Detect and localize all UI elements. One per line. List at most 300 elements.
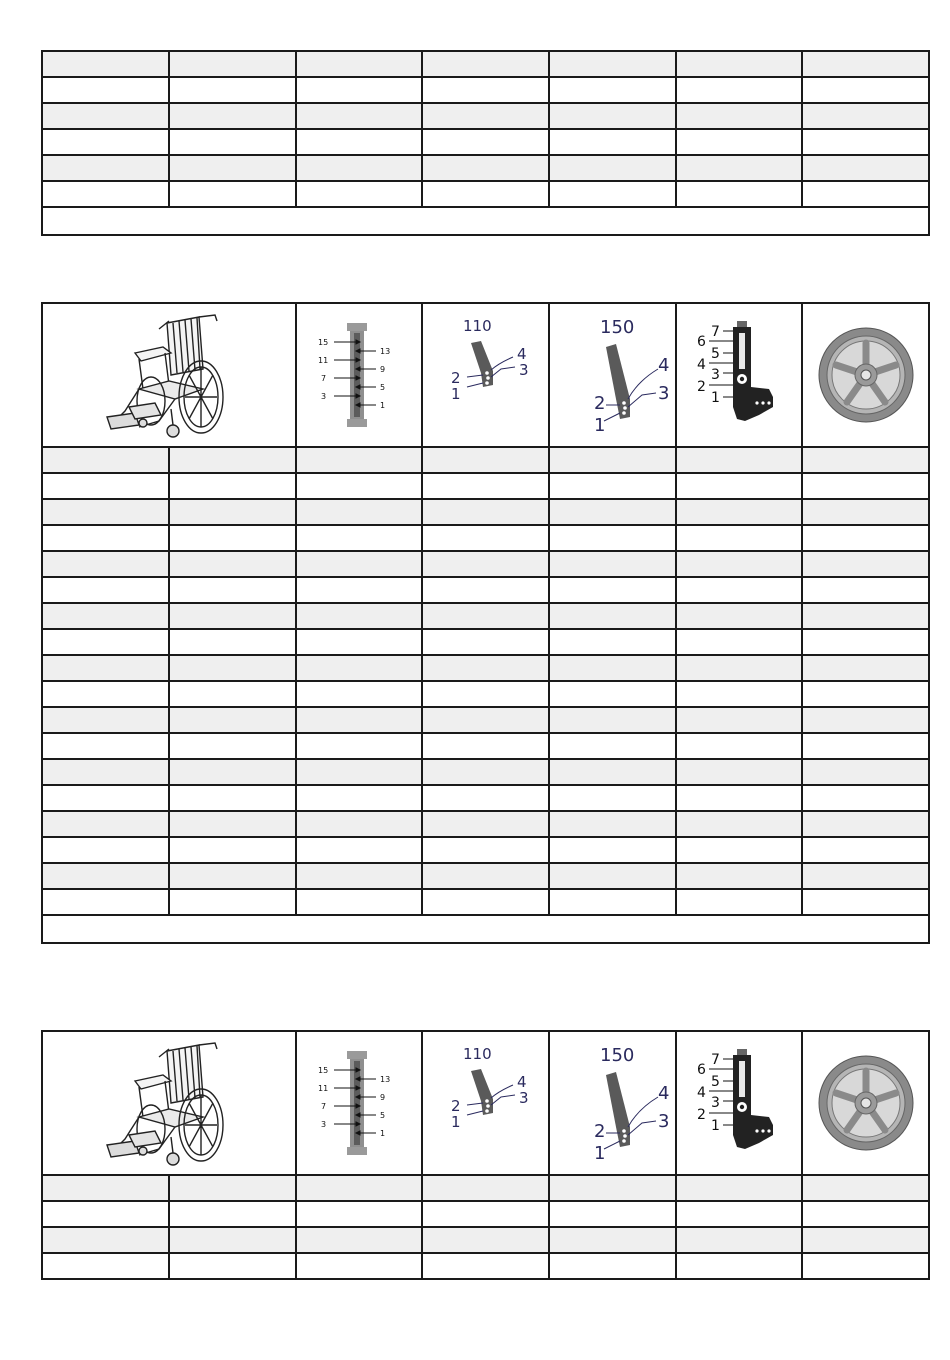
- table-cell: [296, 1253, 422, 1279]
- table-cell: [169, 499, 296, 525]
- table-cell: [549, 629, 676, 655]
- table-cell: [549, 77, 676, 103]
- table-cell: [549, 837, 676, 863]
- table-cell: [676, 1253, 802, 1279]
- table-cell: [549, 681, 676, 707]
- table-cell: [802, 733, 929, 759]
- svg-text:4: 4: [516, 345, 527, 363]
- table-cell: [296, 707, 422, 733]
- svg-text:11: 11: [318, 1084, 329, 1093]
- table-cell: [42, 525, 169, 551]
- svg-text:2: 2: [450, 1097, 461, 1115]
- caster-fork-cell: [676, 303, 802, 447]
- table-cell: [549, 551, 676, 577]
- table-cell: [42, 707, 169, 733]
- table-cell: [676, 155, 802, 181]
- table-cell: [802, 655, 929, 681]
- table-cell: [422, 129, 549, 155]
- table-row: [42, 551, 929, 577]
- table-cell: [549, 1201, 676, 1227]
- notes-cell: [42, 207, 929, 235]
- table-cell: [296, 551, 422, 577]
- table-cell: [42, 1175, 169, 1201]
- table-cell: [676, 51, 802, 77]
- table-cell: [549, 129, 676, 155]
- svg-text:5: 5: [711, 1074, 720, 1090]
- table-cell: [42, 863, 169, 889]
- table-cell: [802, 837, 929, 863]
- table-cell: [169, 811, 296, 837]
- table-cell: [169, 181, 296, 207]
- table-cell: [169, 525, 296, 551]
- svg-text:6: 6: [697, 334, 706, 350]
- table-row: [42, 77, 929, 103]
- table-cell: [549, 155, 676, 181]
- table-cell: [676, 447, 802, 473]
- table-cell: [422, 447, 549, 473]
- table-cell: [169, 863, 296, 889]
- table-cell: [422, 681, 549, 707]
- bracket-110-cell: [422, 1031, 549, 1175]
- table-cell: [676, 863, 802, 889]
- table-cell: [42, 1253, 169, 1279]
- svg-text:3: 3: [518, 361, 529, 379]
- table-cell: [676, 811, 802, 837]
- table-row: [42, 1253, 929, 1279]
- table-cell: [42, 629, 169, 655]
- svg-text:1: 1: [593, 415, 605, 436]
- table-cell: [422, 103, 549, 129]
- illustration-row: [42, 303, 929, 447]
- table-cell: [42, 1227, 169, 1253]
- svg-text:2: 2: [593, 393, 605, 414]
- table-cell: [549, 707, 676, 733]
- wheel-cell: [802, 303, 929, 447]
- table-cell: [296, 603, 422, 629]
- svg-text:7: 7: [711, 324, 720, 340]
- table-cell: [422, 473, 549, 499]
- table-cell: [676, 759, 802, 785]
- table-cell: [422, 77, 549, 103]
- table-cell: [42, 681, 169, 707]
- svg-text:3: 3: [711, 367, 720, 383]
- table-row: [42, 1201, 929, 1227]
- caster-fork-icon: [689, 1039, 789, 1167]
- table-cell: [676, 655, 802, 681]
- table-row: [42, 577, 929, 603]
- svg-text:11: 11: [318, 356, 329, 365]
- svg-text:3: 3: [321, 392, 327, 401]
- svg-text:9: 9: [380, 1093, 386, 1102]
- table-row: [42, 707, 929, 733]
- table-cell: [549, 811, 676, 837]
- svg-text:1: 1: [380, 401, 386, 410]
- table-cell: [676, 785, 802, 811]
- table-row: [42, 863, 929, 889]
- table-cell: [676, 681, 802, 707]
- table-cell: [802, 51, 929, 77]
- table-cell: [296, 837, 422, 863]
- table-cell: [422, 499, 549, 525]
- bracket-110-icon: [431, 1035, 541, 1171]
- table-cell: [169, 759, 296, 785]
- table-cell: [422, 181, 549, 207]
- svg-text:7: 7: [321, 1102, 327, 1111]
- table-cell: [676, 603, 802, 629]
- table-cell: [422, 785, 549, 811]
- svg-text:150: 150: [599, 317, 634, 338]
- table-cell: [549, 1227, 676, 1253]
- table-cell: [802, 889, 929, 915]
- table-cell: [422, 733, 549, 759]
- table-cell: [802, 499, 929, 525]
- svg-text:1: 1: [711, 1118, 720, 1134]
- table-cell: [296, 785, 422, 811]
- table-cell: [296, 473, 422, 499]
- svg-text:7: 7: [321, 374, 327, 383]
- notes-row: [42, 915, 929, 943]
- svg-text:2: 2: [450, 369, 461, 387]
- table-cell: [42, 577, 169, 603]
- table-cell: [549, 525, 676, 551]
- table-row: [42, 51, 929, 77]
- table-cell: [802, 785, 929, 811]
- wheelchair-cell: [42, 303, 296, 447]
- table-cell: [169, 551, 296, 577]
- table-row: [42, 499, 929, 525]
- svg-text:1: 1: [450, 1113, 461, 1131]
- table-cell: [422, 1201, 549, 1227]
- svg-text:3: 3: [657, 383, 669, 404]
- table-row: [42, 525, 929, 551]
- table-cell: [802, 473, 929, 499]
- table-cell: [549, 51, 676, 77]
- seat-height-scale-icon: [314, 319, 404, 431]
- table-cell: [802, 681, 929, 707]
- table-cell: [42, 811, 169, 837]
- table-cell: [169, 155, 296, 181]
- svg-text:3: 3: [711, 1095, 720, 1111]
- table-cell: [296, 1175, 422, 1201]
- table-cell: [802, 603, 929, 629]
- table-cell: [169, 447, 296, 473]
- table-cell: [422, 1175, 549, 1201]
- caster-fork-cell: [676, 1031, 802, 1175]
- table-cell: [296, 577, 422, 603]
- table-cell: [549, 577, 676, 603]
- svg-text:110: 110: [462, 317, 492, 335]
- table-cell: [296, 103, 422, 129]
- table-cell: [169, 129, 296, 155]
- table-cell: [296, 629, 422, 655]
- table-row: [42, 473, 929, 499]
- table-cell: [676, 473, 802, 499]
- table-cell: [802, 707, 929, 733]
- table-cell: [802, 77, 929, 103]
- svg-text:110: 110: [462, 1045, 492, 1063]
- table-cell: [676, 499, 802, 525]
- table-cell: [676, 1201, 802, 1227]
- svg-text:1: 1: [380, 1129, 386, 1138]
- caster-fork-icon: [689, 311, 789, 439]
- table-cell: [422, 51, 549, 77]
- table-cell: [296, 733, 422, 759]
- table-cell: [169, 577, 296, 603]
- table-cell: [676, 889, 802, 915]
- table-row: [42, 655, 929, 681]
- table-cell: [549, 1175, 676, 1201]
- table-cell: [296, 77, 422, 103]
- svg-text:3: 3: [518, 1089, 529, 1107]
- table-cell: [802, 181, 929, 207]
- table-cell: [802, 1175, 929, 1201]
- table-cell: [802, 863, 929, 889]
- table-cell: [549, 447, 676, 473]
- table-cell: [169, 1175, 296, 1201]
- wheelchair-icon: [99, 1037, 239, 1169]
- table-cell: [676, 103, 802, 129]
- table-row: [42, 103, 929, 129]
- table-cell: [676, 837, 802, 863]
- table-cell: [422, 759, 549, 785]
- svg-text:1: 1: [450, 385, 461, 403]
- table-cell: [676, 525, 802, 551]
- table-cell: [802, 447, 929, 473]
- svg-text:150: 150: [599, 1045, 634, 1066]
- svg-text:3: 3: [657, 1111, 669, 1132]
- table-row: [42, 181, 929, 207]
- table-cell: [169, 103, 296, 129]
- svg-text:15: 15: [318, 1066, 329, 1075]
- table-cell: [802, 155, 929, 181]
- table-cell: [169, 837, 296, 863]
- svg-text:5: 5: [380, 1111, 386, 1120]
- table-cell: [676, 733, 802, 759]
- table-cell: [422, 551, 549, 577]
- svg-text:2: 2: [593, 1121, 605, 1142]
- table-cell: [549, 473, 676, 499]
- table-cell: [549, 603, 676, 629]
- table-cell: [296, 681, 422, 707]
- table-cell: [422, 707, 549, 733]
- wheel-icon: [816, 1053, 916, 1153]
- bracket-150-icon: [558, 307, 668, 443]
- table-cell: [296, 181, 422, 207]
- table-cell: [422, 577, 549, 603]
- table-cell: [42, 785, 169, 811]
- wheelchair-icon: [99, 309, 239, 441]
- table-cell: [802, 629, 929, 655]
- seat-height-scale-icon: [314, 1047, 404, 1159]
- wheel-icon: [816, 325, 916, 425]
- svg-text:4: 4: [516, 1073, 527, 1091]
- table-cell: [42, 889, 169, 915]
- svg-text:6: 6: [697, 1062, 706, 1078]
- notes-row: [42, 207, 929, 235]
- table-cell: [549, 759, 676, 785]
- table-cell: [42, 77, 169, 103]
- table-row: [42, 603, 929, 629]
- table-cell: [676, 707, 802, 733]
- table-cell: [42, 473, 169, 499]
- table-cell: [549, 1253, 676, 1279]
- table-cell: [296, 811, 422, 837]
- table-cell: [169, 655, 296, 681]
- table-cell: [422, 811, 549, 837]
- table-cell: [296, 155, 422, 181]
- table-cell: [549, 103, 676, 129]
- settings-table-2: [41, 302, 930, 944]
- table-cell: [169, 51, 296, 77]
- svg-text:13: 13: [380, 1075, 391, 1084]
- table-cell: [676, 551, 802, 577]
- table-cell: [549, 499, 676, 525]
- table-cell: [169, 707, 296, 733]
- svg-text:4: 4: [697, 357, 706, 373]
- bracket-150-icon: [558, 1035, 668, 1171]
- table-cell: [422, 1253, 549, 1279]
- settings-table-1: [41, 50, 930, 236]
- table-cell: [42, 51, 169, 77]
- svg-text:7: 7: [711, 1052, 720, 1068]
- table-cell: [549, 863, 676, 889]
- bracket-150-cell: [549, 303, 676, 447]
- seat-scale-cell: [296, 1031, 422, 1175]
- table-cell: [42, 837, 169, 863]
- table-cell: [296, 129, 422, 155]
- table-cell: [802, 129, 929, 155]
- bracket-150-cell: [549, 1031, 676, 1175]
- table-cell: [296, 51, 422, 77]
- table-cell: [169, 889, 296, 915]
- table-cell: [169, 1227, 296, 1253]
- table-row: [42, 681, 929, 707]
- table-cell: [802, 525, 929, 551]
- table-cell: [42, 759, 169, 785]
- seat-scale-cell: [296, 303, 422, 447]
- illustration-row: [42, 1031, 929, 1175]
- svg-text:2: 2: [697, 379, 706, 395]
- table-cell: [422, 155, 549, 181]
- table-cell: [296, 863, 422, 889]
- table-cell: [42, 129, 169, 155]
- table-cell: [422, 629, 549, 655]
- svg-text:5: 5: [380, 383, 386, 392]
- table-cell: [296, 759, 422, 785]
- table-cell: [549, 181, 676, 207]
- table-cell: [296, 655, 422, 681]
- table-cell: [549, 655, 676, 681]
- table-cell: [296, 447, 422, 473]
- table-cell: [169, 785, 296, 811]
- table-cell: [422, 863, 549, 889]
- svg-text:9: 9: [380, 365, 386, 374]
- table-cell: [549, 785, 676, 811]
- table-row: [42, 447, 929, 473]
- table-cell: [169, 1253, 296, 1279]
- table-row: [42, 1227, 929, 1253]
- svg-text:15: 15: [318, 338, 329, 347]
- wheelchair-cell: [42, 1031, 296, 1175]
- table-cell: [422, 525, 549, 551]
- table-row: [42, 155, 929, 181]
- table-cell: [422, 889, 549, 915]
- svg-text:1: 1: [711, 390, 720, 406]
- table-cell: [422, 837, 549, 863]
- table-cell: [549, 889, 676, 915]
- table-cell: [296, 889, 422, 915]
- svg-text:2: 2: [697, 1107, 706, 1123]
- table-cell: [169, 681, 296, 707]
- table-cell: [422, 603, 549, 629]
- table-cell: [296, 1201, 422, 1227]
- table-cell: [169, 629, 296, 655]
- svg-text:3: 3: [321, 1120, 327, 1129]
- table-cell: [169, 1201, 296, 1227]
- table-cell: [676, 577, 802, 603]
- table-cell: [802, 577, 929, 603]
- table-cell: [296, 1227, 422, 1253]
- table-cell: [802, 811, 929, 837]
- table-cell: [676, 129, 802, 155]
- table-cell: [802, 551, 929, 577]
- svg-text:4: 4: [697, 1085, 706, 1101]
- table-cell: [42, 499, 169, 525]
- table-cell: [422, 655, 549, 681]
- notes-cell: [42, 915, 929, 943]
- table-cell: [42, 551, 169, 577]
- table-cell: [42, 155, 169, 181]
- svg-text:5: 5: [711, 346, 720, 362]
- svg-text:13: 13: [380, 347, 391, 356]
- bracket-110-icon: [431, 307, 541, 443]
- table-cell: [676, 1227, 802, 1253]
- table-cell: [802, 1253, 929, 1279]
- settings-table-3: [41, 1030, 930, 1280]
- svg-text:1: 1: [593, 1143, 605, 1164]
- table-cell: [802, 1201, 929, 1227]
- table-cell: [802, 1227, 929, 1253]
- table-cell: [676, 181, 802, 207]
- table-cell: [802, 103, 929, 129]
- table-cell: [422, 1227, 549, 1253]
- table-cell: [42, 655, 169, 681]
- table-cell: [296, 525, 422, 551]
- wheel-cell: [802, 1031, 929, 1175]
- table-row: [42, 785, 929, 811]
- table-row: [42, 759, 929, 785]
- table-cell: [676, 77, 802, 103]
- table-row: [42, 629, 929, 655]
- table-cell: [42, 1201, 169, 1227]
- table-cell: [42, 603, 169, 629]
- table-cell: [802, 759, 929, 785]
- table-cell: [169, 473, 296, 499]
- table-cell: [169, 603, 296, 629]
- bracket-110-cell: [422, 303, 549, 447]
- table-cell: [296, 499, 422, 525]
- table-row: [42, 129, 929, 155]
- table-row: [42, 811, 929, 837]
- svg-text:4: 4: [657, 355, 669, 376]
- table-row: [42, 1175, 929, 1201]
- table-row: [42, 889, 929, 915]
- table-cell: [676, 1175, 802, 1201]
- table-cell: [42, 447, 169, 473]
- table-cell: [42, 181, 169, 207]
- table-cell: [169, 733, 296, 759]
- table-row: [42, 733, 929, 759]
